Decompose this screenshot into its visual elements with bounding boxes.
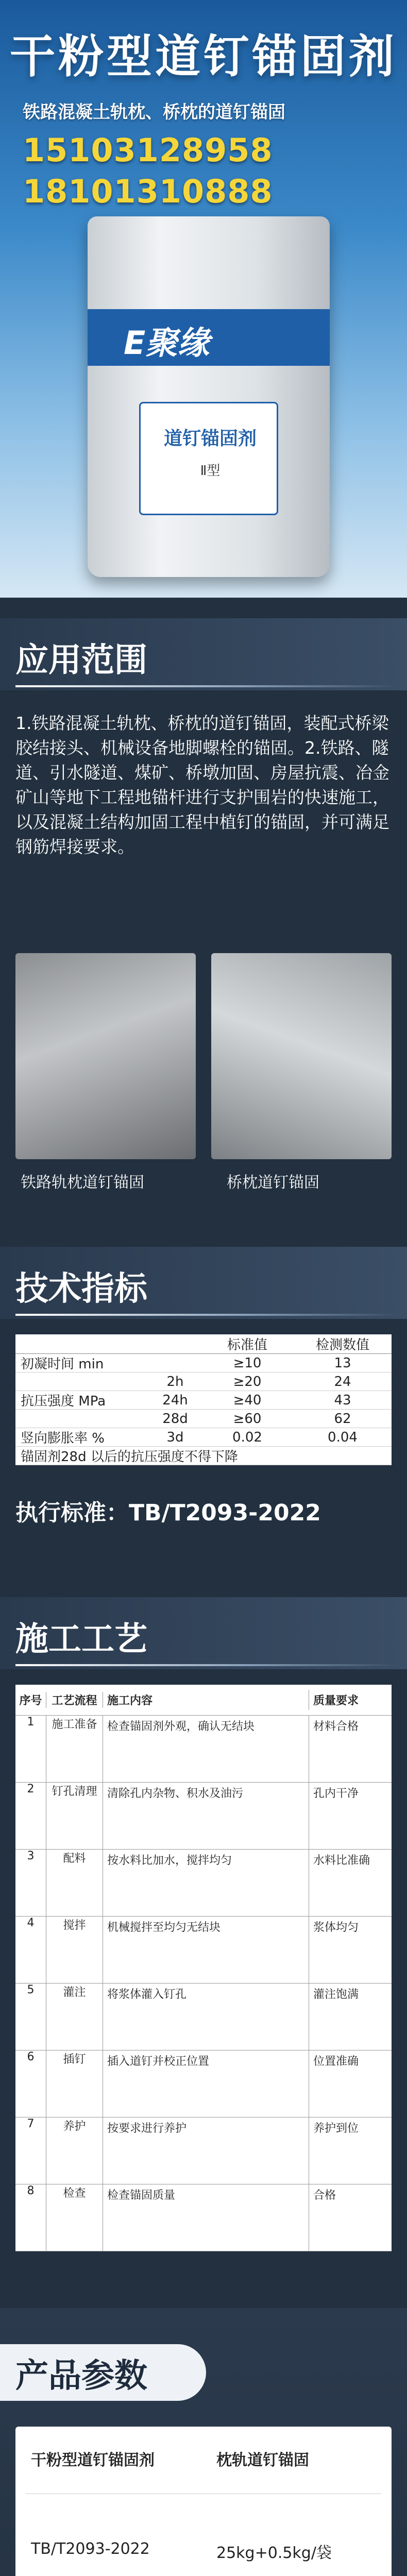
product-name-left: 干粉型道钉锚固剂 xyxy=(31,2451,155,2469)
application-caption-right: 桥枕道钉锚固 xyxy=(227,1174,319,1192)
tech-cell: ≥40 xyxy=(233,1392,262,1408)
tech-cell: 13 xyxy=(334,1355,351,1371)
process-cell: 插入道钉并校正位置 xyxy=(103,2050,309,2117)
process-cell: 施工准备 xyxy=(46,1716,103,1782)
tech-cell: 24 xyxy=(334,1374,351,1389)
product-spec: 25kg+0.5kg/袋 xyxy=(216,2544,332,2562)
bag-logo: E聚缘 xyxy=(124,324,210,362)
product-section xyxy=(0,2308,407,2576)
tech-row xyxy=(15,1410,392,1428)
tech-header-cell: 标准值 xyxy=(227,1337,267,1353)
process-cell: 机械搅拌至均匀无结块 xyxy=(103,1917,309,1983)
process-header-cell: 施工内容 xyxy=(103,1690,309,1710)
product-title: 产品参数 xyxy=(15,2357,147,2395)
tech-cell: 抗压强度 MPa xyxy=(21,1394,106,1409)
hero-subtitle: 铁路混凝土轨枕、桥枕的道钉锚固 xyxy=(23,102,285,123)
process-row xyxy=(15,1850,392,1917)
tech-section xyxy=(0,1231,407,1582)
process-cell: 按要求进行养护 xyxy=(103,2117,309,2184)
tech-cell: 0.02 xyxy=(232,1429,262,1445)
tech-cell: 24h xyxy=(162,1392,188,1408)
process-cell: 灌注饱满 xyxy=(313,1988,359,2001)
tech-cell: 62 xyxy=(334,1411,351,1427)
application-underline xyxy=(15,685,397,687)
tech-row xyxy=(15,1447,392,1465)
hero-section xyxy=(0,0,407,598)
tech-header-cell xyxy=(149,1334,201,1353)
process-row xyxy=(15,1716,392,1783)
process-underline xyxy=(15,1664,397,1666)
tech-cell: 竖向膨胀率 % xyxy=(21,1431,105,1446)
process-cell: 搅拌 xyxy=(46,1917,103,1983)
process-row xyxy=(15,2117,392,2184)
process-cell: 2 xyxy=(15,1783,46,1849)
tech-cell: 初凝时间 min xyxy=(21,1357,104,1372)
tech-row xyxy=(15,1391,392,1410)
bridge-sleeper-image xyxy=(211,953,392,1159)
process-cell: 5 xyxy=(15,1984,46,2050)
process-row xyxy=(15,1917,392,1984)
process-cell: 1 xyxy=(15,1716,46,1782)
process-cell: 将浆体灌入钉孔 xyxy=(103,1984,309,2050)
process-cell: 材料合格 xyxy=(313,1720,359,1733)
application-section xyxy=(0,598,407,1231)
tech-cell: 0.04 xyxy=(328,1429,358,1445)
bag-label xyxy=(139,402,278,515)
bag-label-title: 道钉锚固剂 xyxy=(163,428,257,449)
tech-row xyxy=(15,1372,392,1391)
process-cell: 3 xyxy=(15,1850,46,1916)
tech-cell: ≥10 xyxy=(233,1355,262,1371)
process-cell: 养护到位 xyxy=(313,2122,359,2135)
hero-title: 干粉型道钉锚固剂 xyxy=(9,30,397,83)
process-cell: 清除孔内杂物、积水及油污 xyxy=(103,1783,309,1849)
process-cell: 灌注 xyxy=(46,1984,103,2050)
process-cell: 7 xyxy=(15,2117,46,2184)
hero-phone-1[interactable]: 15103128958 xyxy=(23,131,273,169)
tech-title: 技术指标 xyxy=(15,1270,147,1308)
tech-cell: 43 xyxy=(334,1392,351,1408)
tech-cell: ≥60 xyxy=(233,1411,262,1427)
tech-cell: 锚固剂28d 以后的抗压强度不得下降 xyxy=(21,1449,238,1465)
process-cell: 位置准确 xyxy=(313,2055,359,2068)
process-cell: 浆体均匀 xyxy=(313,1921,359,1934)
process-cell: 孔内干净 xyxy=(313,1787,359,1800)
tech-cell: ≥20 xyxy=(233,1374,262,1389)
tech-header-cell: 检测数值 xyxy=(315,1337,369,1353)
process-cell: 检查锚固质量 xyxy=(103,2184,309,2251)
process-row xyxy=(15,1783,392,1850)
process-cell: 8 xyxy=(15,2184,46,2251)
process-header xyxy=(15,1685,392,1716)
process-cell: 插钉 xyxy=(46,2050,103,2117)
process-header-cell: 质量要求 xyxy=(313,1694,359,1707)
process-cell: 养护 xyxy=(46,2117,103,2184)
process-cell: 6 xyxy=(15,2050,46,2117)
process-section xyxy=(0,1582,407,2308)
product-name-right: 枕轨道钉锚固 xyxy=(216,2451,309,2469)
process-header-cell: 工艺流程 xyxy=(46,1692,103,1708)
process-cell: 钉孔清理 xyxy=(46,1783,103,1849)
process-title: 施工工艺 xyxy=(15,1620,147,1658)
bag-label-type: Ⅱ型 xyxy=(200,463,221,479)
tech-row xyxy=(15,1354,392,1372)
process-table xyxy=(15,1685,392,2251)
process-row xyxy=(15,2184,392,2251)
process-row xyxy=(15,2050,392,2117)
process-row xyxy=(15,1984,392,2050)
process-cell: 按水料比加水，搅拌均匀 xyxy=(103,1850,309,1916)
process-cell: 配料 xyxy=(46,1850,103,1916)
rail-sleeper-image xyxy=(15,953,196,1159)
process-cell: 水料比准确 xyxy=(313,1854,370,1867)
process-cell: 4 xyxy=(15,1917,46,1983)
tech-header-cell xyxy=(15,1334,149,1353)
hero-phone-2[interactable]: 18101310888 xyxy=(23,173,273,210)
process-cell: 检查 xyxy=(46,2184,103,2251)
tech-row xyxy=(15,1428,392,1447)
product-card xyxy=(15,2427,392,2576)
tech-cell: 2h xyxy=(166,1374,184,1389)
tech-table xyxy=(15,1334,392,1465)
process-cell: 合格 xyxy=(313,2189,336,2202)
process-cell: 检查锚固剂外观，确认无结块 xyxy=(103,1716,309,1782)
tech-cell: 28d xyxy=(162,1411,188,1427)
tech-table-header xyxy=(15,1334,392,1354)
tech-cell: 3d xyxy=(166,1429,184,1445)
application-title: 应用范围 xyxy=(15,641,147,680)
process-header-cell: 序号 xyxy=(15,1692,46,1708)
tech-standard: 执行标准：TB/T2093-2022 xyxy=(15,1500,321,1526)
application-caption-left: 铁路轨枕道钉锚固 xyxy=(21,1174,144,1192)
product-standard: TB/T2093-2022 xyxy=(31,2540,150,2558)
product-bag-image xyxy=(88,216,330,577)
tech-underline xyxy=(15,1314,397,1316)
application-text: 1.铁路混凝土轨枕、桥枕的道钉锚固，装配式桥梁胶结接头、机械设备地脚螺栓的锚固。2.铁路、隧道、引水隧道、煤矿、桥墩加固、房屋抗震、冶金矿山等地下工程地锚杆进行支护围岩的快速施工，以及混凝土结构加固工程中植钉的锚固，并可满足钢筋焊接要求。 xyxy=(15,713,389,857)
